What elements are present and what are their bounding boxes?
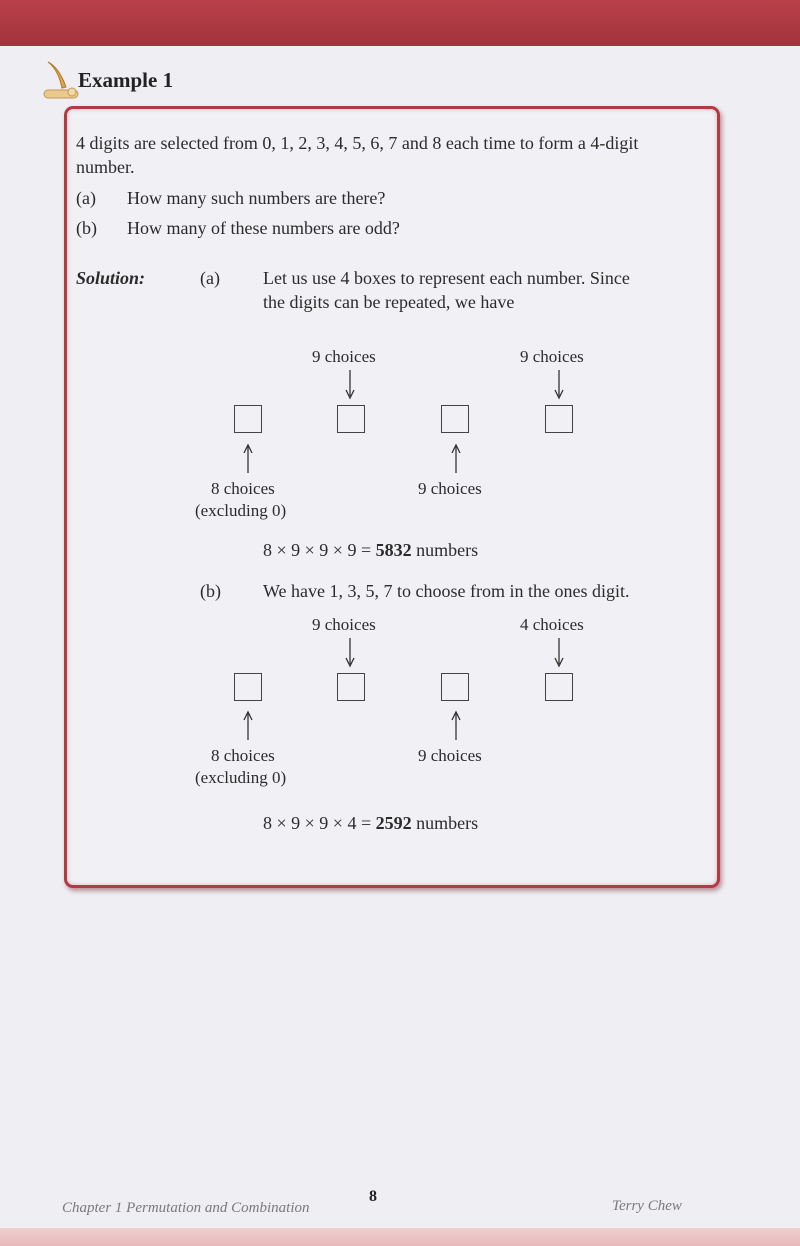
diagram-b-up-arrow-1	[242, 710, 254, 740]
digit-box-a-3	[441, 405, 469, 433]
part-a-label: (a)	[76, 188, 96, 208]
part-b-label: (b)	[76, 218, 97, 238]
equation-b-result: 2592	[375, 813, 412, 833]
diagram-a-top-label-2: 9 choices	[312, 347, 376, 366]
diagram-b-down-arrow-4	[553, 638, 565, 668]
diagram-a-bottom-label-1-note: (excluding 0)	[195, 501, 287, 520]
diagram-b-up-arrow-3	[450, 710, 462, 740]
solution-label: Solution:	[76, 268, 146, 288]
equation-b-suffix: numbers	[411, 813, 479, 833]
page-number: 8	[369, 1188, 377, 1205]
part-a-question: How many such numbers are there?	[127, 188, 386, 208]
example-title: Example 1	[78, 68, 174, 92]
equation-a-suffix: numbers	[411, 540, 479, 560]
quill-scroll-icon	[42, 58, 82, 102]
equation-b	[263, 811, 478, 835]
problem-line-1: 4 digits are selected from 0, 1, 2, 3, 4, 5, 6, 7 and 8 each time to form a 4-digit	[76, 133, 639, 153]
digit-box-a-1	[234, 405, 262, 433]
digit-box-a-4	[545, 405, 573, 433]
example-heading	[42, 58, 242, 102]
diagram-b-bottom-label-1-note: (excluding 0)	[195, 768, 287, 787]
digit-box-b-3	[441, 673, 469, 701]
diagram-b-top-label-4: 4 choices	[520, 615, 584, 634]
solution-b-line-1: We have 1, 3, 5, 7 to choose from in the ones digit.	[263, 581, 630, 601]
equation-a-prefix: 8 × 9 × 9 × 9 =	[263, 540, 376, 560]
diagram-a-bottom-label-3: 9 choices	[418, 479, 482, 498]
solution-a-line-2: the digits can be repeated, we have	[263, 292, 515, 312]
diagram-b-down-arrow-2	[344, 638, 356, 668]
diagram-a-down-arrow-4	[553, 370, 565, 400]
top-color-band	[0, 0, 800, 46]
diagram-a-down-arrow-2	[344, 370, 356, 400]
equation-a	[263, 538, 478, 562]
digit-box-a-2	[337, 405, 365, 433]
diagram-b-bottom-label-3: 9 choices	[418, 746, 482, 765]
diagram-a-bottom-label-1: 8 choices	[211, 479, 275, 498]
footer-author: Terry Chew	[612, 1198, 682, 1214]
diagram-a-top-label-4: 9 choices	[520, 347, 584, 366]
digit-box-b-1	[234, 673, 262, 701]
diagram-a-up-arrow-1	[242, 443, 254, 473]
bottom-color-band	[0, 1228, 800, 1246]
solution-a-label: (a)	[200, 268, 220, 288]
solution-a-line-1: Let us use 4 boxes to represent each number. Since	[263, 268, 630, 288]
diagram-a-up-arrow-3	[450, 443, 462, 473]
equation-b-prefix: 8 × 9 × 9 × 4 =	[263, 813, 376, 833]
diagram-b-bottom-label-1: 8 choices	[211, 746, 275, 765]
solution-b-label: (b)	[200, 581, 221, 601]
problem-line-2: number.	[76, 157, 135, 177]
diagram-b-top-label-2: 9 choices	[312, 615, 376, 634]
digit-box-b-2	[337, 673, 365, 701]
part-b-question: How many of these numbers are odd?	[127, 218, 400, 238]
equation-a-result: 5832	[375, 540, 412, 560]
footer-chapter: Chapter 1 Permutation and Combination	[62, 1200, 310, 1216]
digit-box-b-4	[545, 673, 573, 701]
